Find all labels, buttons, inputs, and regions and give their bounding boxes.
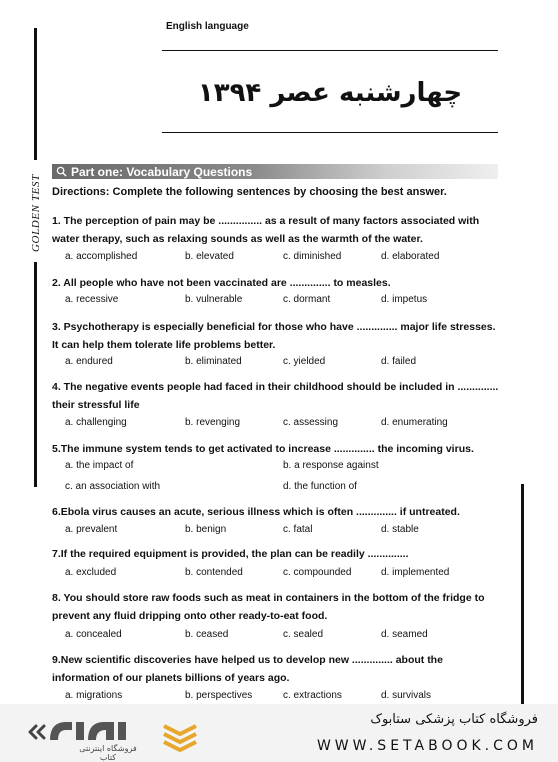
header-rule-top [162,50,498,51]
options-3 [65,356,495,370]
option-d[interactable]: d. the function of [283,481,357,492]
directions [52,186,447,198]
option-c[interactable]: c. fatal [283,524,313,535]
option-a[interactable]: a. challenging [65,417,127,428]
left-border-line-lower [34,262,37,487]
logo-caption: فروشگاه اینترنتی کتاب [79,744,137,762]
option-a[interactable]: a. prevalent [65,524,118,535]
magnifier-icon [56,166,67,177]
option-c[interactable]: c. dormant [283,294,331,305]
option-b[interactable]: b. a response against [283,460,379,471]
options-2 [65,294,495,308]
option-a[interactable]: a. migrations [65,690,123,701]
option-b[interactable]: b. eliminated [185,356,242,367]
question-1: 1. The perception of pain may be ............... as a result of many factors associated with water therapy, such as relaxing sounds as well as the warmth of the water. [52,215,480,245]
section-header-bar [52,164,498,179]
option-c[interactable]: c. diminished [283,251,342,262]
subject-label: English language [166,21,249,32]
option-b[interactable]: b. ceased [185,629,229,640]
option-c[interactable]: c. yielded [283,356,326,367]
option-b[interactable]: b. elevated [185,251,234,262]
option-d[interactable]: d. survivals [381,690,432,701]
option-b[interactable]: b. contended [185,567,243,578]
right-border-line [521,484,524,704]
question-4: 4. The negative events people had faced in their childhood should be included in .............. their stressful life [52,381,499,411]
options-7 [65,567,495,581]
question-5: 5.The immune system tends to get activated to increase .............. the incoming virus. [52,443,474,455]
option-a[interactable]: a. endured [65,356,113,367]
option-c[interactable]: c. sealed [283,629,324,640]
question-6: 6.Ebola virus causes an acute, serious illness which is often .............. if untreated. [52,506,460,518]
store-url[interactable]: WWW.SETABOOK.COM [316,738,538,754]
book-stack-icon [160,718,200,752]
option-a[interactable]: a. accomplished [65,251,138,262]
question-3: 3. Psychotherapy is especially beneficial for those who have .............. major life stresses. It can help them tolerate life problems better. [52,321,496,351]
options-8 [65,629,495,643]
option-d[interactable]: d. implemented [381,567,450,578]
option-d[interactable]: d. stable [381,524,419,535]
option-d[interactable]: d. failed [381,356,417,367]
question-8: 8. You should store raw foods such as meat in containers in the bottom of the fridge to prevent any fluid dripping onto other ready-to-eat food. [52,592,485,622]
option-b[interactable]: b. benign [185,524,227,535]
directions-label: Directions: [52,186,110,198]
option-b[interactable]: b. revenging [185,417,241,428]
options-4 [65,417,495,431]
directions-text: Complete the following sentences by choosing the best answer. [109,186,447,198]
option-d[interactable]: d. enumerating [381,417,448,428]
option-c[interactable]: c. an association with [65,481,161,492]
options-6 [65,524,495,538]
options-1 [65,251,495,265]
option-a[interactable]: a. concealed [65,629,122,640]
options-5-row-2 [65,481,495,495]
store-name: فروشگاه کتاب پزشکی ستابوک [370,712,538,727]
side-label: GOLDEN TEST [30,174,42,252]
header-rule-bottom [162,132,498,133]
option-d[interactable]: d. impetus [381,294,428,305]
section-title: Part one: Vocabulary Questions [71,164,253,179]
option-a[interactable]: a. the impact of [65,460,134,471]
option-d[interactable]: d. elaborated [381,251,440,262]
option-c[interactable]: c. extractions [283,690,342,701]
left-border-line [34,28,37,160]
options-9 [65,690,495,704]
option-a[interactable]: a. recessive [65,294,119,305]
option-b[interactable]: b. vulnerable [185,294,243,305]
option-c[interactable]: c. compounded [283,567,352,578]
option-a[interactable]: a. excluded [65,567,117,578]
question-7: 7.If the required equipment is provided, the plan can be readily .............. [52,548,409,560]
question-2: 2. All people who have not been vaccinated are .............. to measles. [52,277,391,289]
option-b[interactable]: b. perspectives [185,690,253,701]
option-c[interactable]: c. assessing [283,417,339,428]
store-footer [0,704,558,762]
option-d[interactable]: d. seamed [381,629,428,640]
question-9: 9.New scientific discoveries have helped us to develop new .............. about the information of our planets billions of years ago. [52,654,443,684]
options-5-row-1 [65,460,495,474]
exam-title: چهارشنبه عصر ۱۳۹۴ [197,78,463,108]
